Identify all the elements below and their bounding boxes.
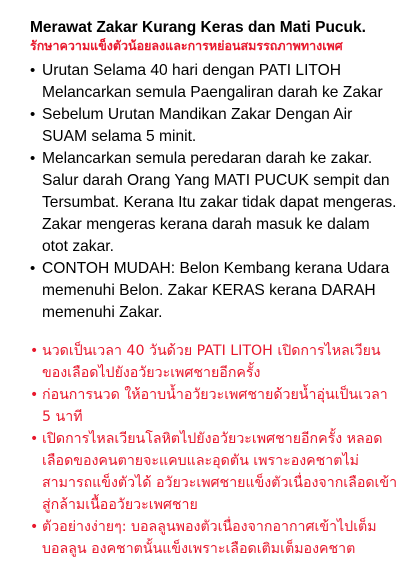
list-item bbox=[30, 516, 399, 560]
bullet-icon: • bbox=[30, 62, 36, 79]
list-item-text: CONTOH MUDAH: Belon Kembang kerana Udara memenuhi Belon. Zakar KERAS kerana DARAH memenuhi Zakar. bbox=[42, 260, 390, 321]
bullet-icon: • bbox=[30, 260, 36, 277]
document-title: Merawat Zakar Kurang Keras dan Mati Pucuk. bbox=[30, 19, 366, 36]
list-item-text: Melancarkan semula peredaran darah ke zakar. Salur darah Orang Yang MATI PUCUK sempit dan Tersumbat. Kerana Itu zakar tidak dapat mengeras. Zakar mengeras kerana darah masuk ke dalam otot zakar. bbox=[42, 150, 397, 255]
thai-bullet-list bbox=[30, 340, 399, 560]
bullet-icon: • bbox=[30, 519, 39, 535]
list-item-text: นวดเป็นเวลา 40 วันด้วย PATI LITOH เปิดการไหลเวียนของเลือดไปยังอวัยวะเพศชายอีกครั้ง bbox=[42, 343, 381, 381]
list-item bbox=[30, 60, 399, 104]
list-item bbox=[30, 148, 399, 258]
bullet-icon: • bbox=[30, 106, 36, 123]
list-item bbox=[30, 428, 399, 516]
list-item-text: Sebelum Urutan Mandikan Zakar Dengan Air SUAM selama 5 minit. bbox=[42, 106, 353, 145]
list-item-text: ตัวอย่างง่ายๆ: บอลลูนพองตัวเนื่องจากอากาศเข้าไปเต็มบอลลูน องคชาตนั้นแข็งเพราะเลือดเติมเต็มองคชาต bbox=[42, 519, 377, 557]
list-item bbox=[30, 104, 399, 148]
list-item-text: ก่อนการนวด ให้อาบน้ำอวัยวะเพศชายด้วยน้ำอุ่นเป็นเวลา 5 นาที bbox=[42, 387, 388, 425]
malay-bullet-list bbox=[30, 60, 399, 324]
bullet-icon: • bbox=[30, 431, 39, 447]
list-item-text: Urutan Selama 40 hari dengan PATI LITOH Melancarkan semula Paengaliran darah ke Zakar bbox=[42, 62, 383, 101]
list-item bbox=[30, 258, 399, 324]
bullet-icon: • bbox=[30, 150, 36, 167]
bullet-icon: • bbox=[30, 387, 39, 403]
list-item bbox=[30, 384, 399, 428]
document-subtitle: รักษาความแข็งตัวน้อยลงและการหย่อนสมรรถภาพทางเพศ bbox=[30, 38, 343, 53]
list-item-text: เปิดการไหลเวียนโลหิตไปยังอวัยวะเพศชายอีกครั้ง หลอดเลือดของคนตายจะแคบและอุดตัน เพราะองคชาตไม่สามารถแข็งตัวได้ อวัยวะเพศชายแข็งตัวเนื่องจากเลือดเข้าสู่กล้ามเนื้ออวัยวะเพศชาย bbox=[42, 431, 398, 513]
list-item bbox=[30, 340, 399, 384]
bullet-icon: • bbox=[30, 343, 39, 359]
